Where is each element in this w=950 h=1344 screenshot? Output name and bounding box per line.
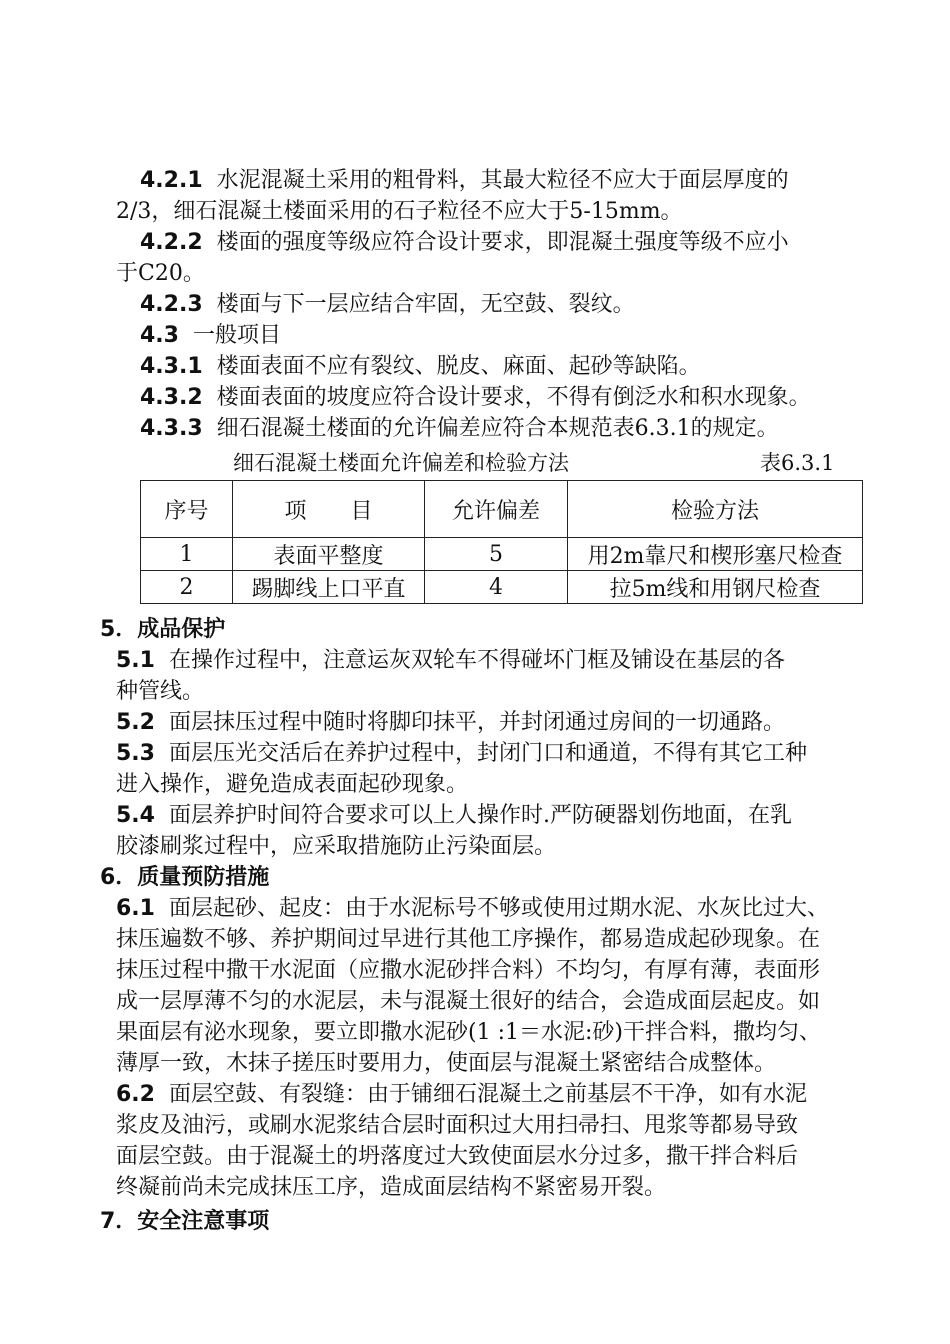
- item-6-1-line-2: 抹压遍数不够、养护期间过早进行其他工序操作，都易造成起砂现象。在: [116, 927, 821, 952]
- item-6-2-line-3: 面层空鼓。由于混凝土的坍落度过大致使面层水分过多，撒干拌合料后: [116, 1144, 799, 1169]
- item-number: 4.3: [140, 323, 179, 348]
- table-caption: 细石混凝土楼面允许偏差和检验方法: [233, 451, 569, 475]
- item-6-1-line-3: 抹压过程中撒干水泥面（应撒水泥砂拌合料）不均匀，有厚有薄，表面形: [116, 958, 821, 983]
- item-5-3-line-1: [116, 739, 807, 769]
- item-number: 4.2.1: [140, 168, 203, 193]
- item-4-2-2-line-2: 于C20。: [116, 261, 205, 286]
- item-4-2-1-line-1: [140, 166, 789, 196]
- item-number: 5.4: [116, 803, 155, 828]
- item-4-2-3-line-1: [140, 290, 635, 320]
- item-6-1-line-1: [116, 894, 829, 924]
- item-text: 楼面表面的坡度应符合设计要求，不得有倒泛水和积水现象。: [216, 385, 811, 410]
- header-cell-method: 检验方法: [568, 481, 863, 538]
- item-number: 4.3.3: [140, 416, 203, 441]
- item-text: 楼面表面不应有裂纹、脱皮、麻面、起砂等缺陷。: [216, 354, 701, 379]
- item-4-3-line-1: [140, 321, 281, 351]
- table-row: [141, 571, 863, 604]
- item-text: 面层压光交活后在养护过程中，封闭门口和通道，不得有其它工种: [168, 741, 807, 766]
- item-number: 6.1: [116, 896, 155, 921]
- item-5-3-line-2: 进入操作，避免造成表面起砂现象。: [116, 772, 469, 797]
- header-cell-index: 序号: [141, 481, 233, 538]
- item-4-3-3-line-1: [140, 414, 779, 444]
- item-number: 5.1: [116, 648, 155, 673]
- table-header-row: [141, 481, 863, 538]
- table-cell: 1: [141, 538, 233, 571]
- item-number: 5.2: [116, 710, 155, 735]
- item-6-1-line-5: 果面层有泌水现象，要立即撒水泥砂(1 :1＝水泥:砂)干拌合料，撒均匀、: [116, 1020, 821, 1045]
- table-cell: 2: [141, 571, 233, 604]
- item-text: 水泥混凝土采用的粗骨料，其最大粒径不应大于面层厚度的: [216, 168, 789, 193]
- item-number: 5.3: [116, 741, 155, 766]
- item-5-4-line-2: 胶漆刷浆过程中，应采取措施防止污染面层。: [116, 834, 557, 859]
- deviation-table: [140, 480, 863, 604]
- item-6-2-line-2: 浆皮及油污，或刷水泥浆结合层时面积过大用扫帚扫、甩浆等都易导致: [116, 1113, 799, 1138]
- header-cell-tolerance: 允许偏差: [425, 481, 568, 538]
- item-5-4-line-1: [116, 801, 792, 831]
- table-row: [141, 538, 863, 571]
- table-cell: 踢脚线上口平直: [233, 571, 425, 604]
- table-number: 表6.3.1: [760, 451, 835, 475]
- item-5-2-line-1: [116, 708, 785, 738]
- item-number: 4.2.3: [140, 292, 203, 317]
- item-text: 面层抹压过程中随时将脚印抹平，并封闭通过房间的一切通路。: [168, 710, 785, 735]
- table-cell: 5: [425, 538, 568, 571]
- item-text: 一般项目: [192, 323, 281, 348]
- item-number: 6.2: [116, 1082, 155, 1107]
- item-4-2-2-line-1: [140, 228, 789, 258]
- item-6-2-line-1: [116, 1080, 807, 1110]
- item-number: 4.3.2: [140, 385, 203, 410]
- header-cell-item: 项 目: [233, 481, 425, 538]
- table-cell: 用2m靠尺和楔形塞尺检查: [568, 538, 863, 571]
- item-text: 面层养护时间符合要求可以上人操作时.严防硬器划伤地面，在乳: [168, 803, 792, 828]
- table-cell: 4: [425, 571, 568, 604]
- table-cell: 表面平整度: [233, 538, 425, 571]
- item-4-2-1-line-2: 2/3，细石混凝土楼面采用的石子粒径不应大于5-15mm。: [116, 199, 683, 224]
- item-6-1-line-4: 成一层厚薄不匀的水泥层，未与混凝土很好的结合，会造成面层起皮。如: [116, 989, 821, 1014]
- section-5-heading: 5．成品保护: [100, 617, 226, 642]
- item-text: 楼面的强度等级应符合设计要求，即混凝土强度等级不应小: [216, 230, 789, 255]
- item-text: 细石混凝土楼面的允许偏差应符合本规范表6.3.1的规定。: [216, 416, 779, 441]
- table-cell: 拉5m线和用钢尺检查: [568, 571, 863, 604]
- item-text: 楼面与下一层应结合牢固，无空鼓、裂纹。: [216, 292, 635, 317]
- item-text: 面层起砂、起皮：由于水泥标号不够或使用过期水泥、水灰比过大、: [168, 896, 829, 921]
- item-number: 4.3.1: [140, 354, 203, 379]
- item-4-3-1-line-1: [140, 352, 701, 382]
- section-6-heading: 6．质量预防措施: [100, 865, 270, 890]
- item-5-1-line-2: 种管线。: [116, 679, 205, 704]
- item-6-2-line-4: 终凝前尚未完成抹压工序，造成面层结构不紧密易开裂。: [116, 1175, 667, 1200]
- item-text: 面层空鼓、有裂缝：由于铺细石混凝土之前基层不干净，如有水泥: [168, 1082, 807, 1107]
- item-6-1-line-6: 薄厚一致，木抹子搓压时要用力，使面层与混凝土紧密结合成整体。: [116, 1051, 777, 1076]
- item-5-1-line-1: [116, 646, 785, 676]
- item-4-3-2-line-1: [140, 383, 811, 413]
- section-7-heading: 7．安全注意事项: [100, 1209, 270, 1234]
- item-text: 在操作过程中，注意运灰双轮车不得碰坏门框及铺设在基层的各: [168, 648, 785, 673]
- item-number: 4.2.2: [140, 230, 203, 255]
